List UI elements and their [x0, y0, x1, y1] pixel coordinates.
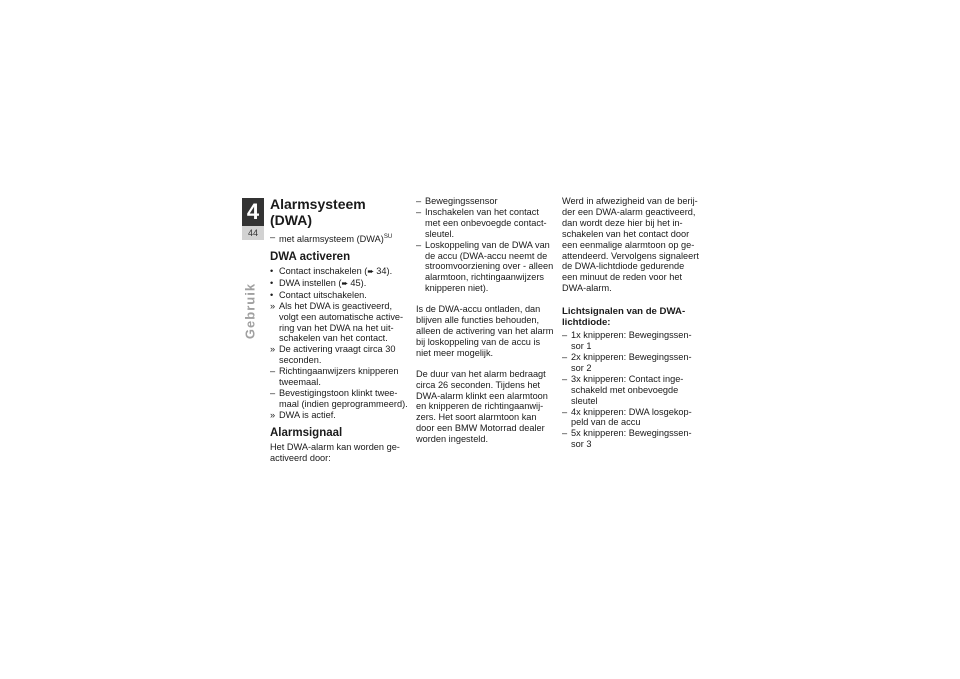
option-list [270, 232, 408, 245]
reference-arrow-icon: ➨ [367, 266, 377, 276]
list-item: – Bewegingssensor [416, 196, 498, 206]
page-reference[interactable]: 34 [376, 265, 387, 276]
list-item: – 3x knipperen: Contact inge-schakeld met onbevoegde sleutel [562, 373, 684, 406]
activation-steps [270, 266, 408, 421]
paragraph: De duur van het alarm bedraagt circa 26 seconden. Tijdens het DWA-alarm klinkt een alarmtoon en knipperen de richtingaanwij-zers. Het soort alarmtoon kan door een BMW Motorrad dealer worden ingesteld. [416, 368, 548, 445]
dash-marker: – [270, 232, 276, 242]
reference-arrow-icon: ➨ [341, 278, 351, 288]
paragraph: Werd in afwezigheid van de berij-der een DWA-alarm geactiveerd, dan wordt deze hier bij het in-schakelen van het contact door een eenmalige alarmtoon op ge-attendeerd. Vervolgens signaleert de DWA-lichtdiode gedurende een minuut de reden voor het DWA-alarm. [562, 196, 699, 294]
heading-dwa-activeren: DWA activeren [270, 250, 351, 263]
chapter-label: Gebruik [242, 282, 258, 340]
paragraph: Is de DWA-accu ontladen, dan blijven alle functies behouden, alleen de activering van het alarm bij loskoppeling van de accu is niet meer mogelijk. [416, 304, 554, 358]
list-item: » DWA is actief. [270, 409, 336, 420]
column-2 [416, 196, 554, 455]
list-item: • DWA instellen (➨ 45). [270, 277, 367, 288]
page-number: 44 [242, 226, 264, 240]
list-item: – 1x knipperen: Bewegingssen-sor 1 [562, 330, 692, 352]
column-3 [562, 196, 700, 450]
column-1 [270, 196, 408, 473]
chapter-tab [242, 198, 264, 240]
list-item: – 4x knipperen: DWA losgekop-peld van de accu [562, 406, 692, 428]
option-code: SU [383, 234, 393, 240]
list-item: – Richtingaanwijzers knipperen tweemaal. [270, 366, 399, 388]
list-item: » Als het DWA is geactiveerd, volgt een automatische active-ring van het DWA na het uit-schakelen van het contact. [270, 300, 404, 344]
list-item: • Contact uitschakelen. [270, 289, 367, 300]
heading-lichtsignalen: Lichtsignalen van de DWA-lichtdiode: [562, 306, 686, 329]
chapter-number: 4 [242, 198, 264, 226]
trigger-list [416, 196, 554, 294]
section-title-alarmsysteem: Alarmsysteem (DWA) [270, 196, 366, 228]
list-item: • Contact inschakelen (➨ 34). [270, 265, 393, 276]
list-item: » De activering vraagt circa 30 seconden. [270, 344, 396, 366]
led-signal-list [562, 330, 700, 450]
list-item: – 2x knipperen: Bewegingssen-sor 2 [562, 351, 692, 373]
page-reference[interactable]: 45 [350, 277, 361, 288]
list-item: – Bevestigingstoon klinkt twee-maal (indien geprogrammeerd). [270, 387, 408, 409]
option-item: – met alarmsysteem (DWA)$^{SU}$ [270, 232, 393, 245]
list-item: – Inschakelen van het contact met een onbevoegde contact-sleutel. [416, 206, 547, 239]
list-item: – Loskoppeling van de DWA van de accu (DWA-accu neemt de stroomvoorziening over - alleen alarmtoon, richtingaanwijzers knipperen niet). [416, 239, 554, 294]
heading-alarmsignaal: Alarmsignaal [270, 426, 343, 439]
list-item: – 5x knipperen: Bewegingssen-sor 3 [562, 428, 692, 450]
alarmsignaal-text: Het DWA-alarm kan worden ge-activeerd door: [270, 441, 400, 463]
